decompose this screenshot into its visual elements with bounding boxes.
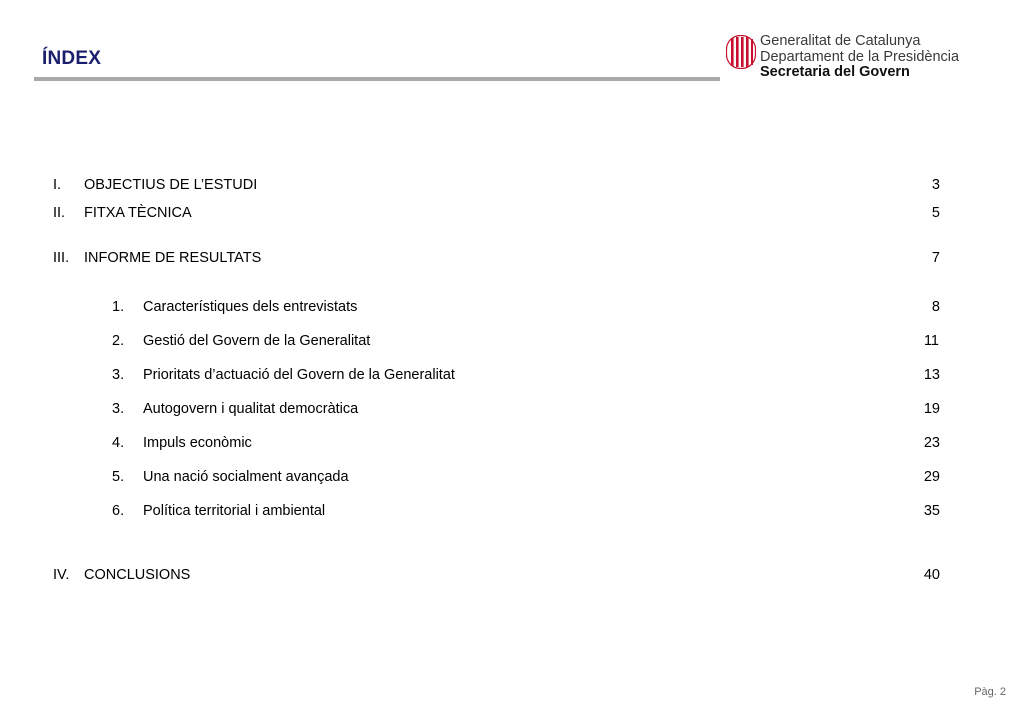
toc-entry-page: 23 [923, 435, 940, 451]
toc-entry-page: 5 [931, 205, 940, 221]
toc-entry-number: 5. [112, 469, 125, 485]
toc-entry-page: 40 [923, 567, 940, 583]
toc-entry-label: Autogovern i qualitat democràtica [143, 401, 359, 417]
org-line-2: Departament de la Presidència [760, 48, 960, 65]
toc-entry-page: 3 [931, 177, 940, 193]
toc-entry-number: III. [53, 250, 70, 266]
toc-entry-number: 3. [112, 367, 125, 383]
toc-entry-label: Impuls econòmic [143, 435, 252, 451]
toc-entry-label: Una nació socialment avançada [143, 469, 349, 485]
toc-entry-label: Política territorial i ambiental [143, 503, 326, 519]
toc-entry-number: 6. [112, 503, 125, 519]
toc-entry-page: 11 [923, 333, 939, 349]
toc-entry-label: FITXA TÈCNICA [84, 205, 192, 221]
toc-entry-label: Característiques dels entrevistats [143, 299, 358, 315]
toc-entry-number: IV. [53, 567, 70, 583]
toc-entry-page: 8 [931, 299, 940, 315]
toc-entry-page: 19 [923, 401, 940, 417]
toc-entry-number: 3. [112, 401, 125, 417]
toc-entry-label: Gestió del Govern de la Generalitat [143, 333, 371, 349]
toc-entry-label: Prioritats d’actuació del Govern de la Generalitat [143, 367, 455, 383]
org-line-3: Secretaria del Govern [760, 64, 910, 80]
toc-entry-label: CONCLUSIONS [84, 567, 191, 583]
toc-entry-number: 1. [112, 299, 125, 315]
toc-entry-number: II. [53, 205, 66, 221]
toc-entry-label: INFORME DE RESULTATS [84, 250, 262, 266]
toc-entry-number: I. [53, 177, 62, 193]
page-title: ÍNDEX [42, 48, 102, 69]
page-number: Pàg. 2 [974, 686, 1006, 698]
toc-entry-page: 13 [923, 367, 940, 383]
toc-entry-number: 2. [112, 333, 125, 349]
toc-entry-page: 35 [923, 503, 940, 519]
toc-entry-page: 7 [931, 250, 940, 266]
toc-entry-number: 4. [112, 435, 125, 451]
org-line-1: Generalitat de Catalunya [760, 33, 921, 49]
toc-entry-page: 29 [923, 469, 940, 485]
toc-entry-label: OBJECTIUS DE L’ESTUDI [84, 177, 258, 193]
